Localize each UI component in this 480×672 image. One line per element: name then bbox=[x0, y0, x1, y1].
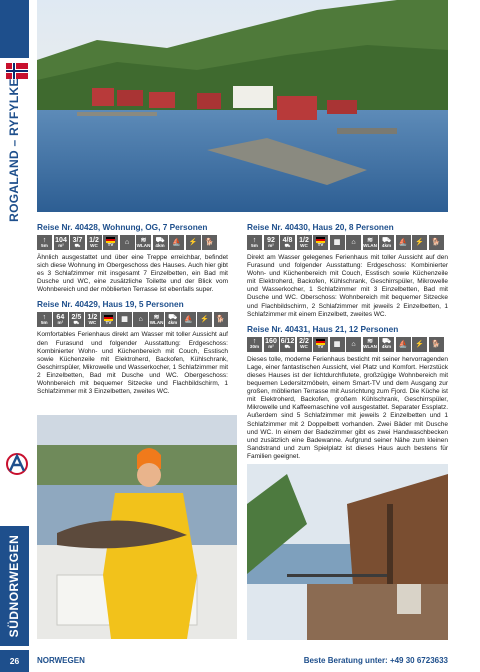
german-tv-icon: TV bbox=[313, 337, 328, 352]
footer-country: NORWEGEN bbox=[37, 656, 85, 665]
sidebar-top-bar bbox=[0, 0, 29, 58]
distance-water-icon: ↑ 5m bbox=[37, 235, 52, 250]
sidebar bbox=[0, 0, 29, 672]
distance-water-icon: ↑ 30m bbox=[247, 337, 262, 352]
dishwasher-icon: ⌂ bbox=[346, 337, 361, 352]
fishing-icon: ⚡ bbox=[412, 235, 427, 250]
boat-icon: ⛵ bbox=[396, 235, 411, 250]
listing-description: Dieses tolle, moderne Ferienhaus besticht mit seiner hervorragenden Lage, einer fantastischen Aussicht, viel Platz und Komfort. Herzstück dieses Hauses ist der lichtdurchflutete, großzügige Wohnbereich mit bequemen Ledersitzmöbeln, einem Smart-TV und dem Ausgang zur großen, möblierten Terrasse mit Ausrichtung zum Fjord. Die Küche ist mit Elektroherd, Backofen, großem Kühlschrank, Geschirrspüler, Mikrowelle und Kaffeemaschine voll ausgestattet. Separater Essplatz. Außerdem sind 5 Schlafzimmer mit jeweils 2 Einzelbetten und 1 Schlafzimmer mit 2 Doppelbett vorhanden. Zwei Bäder mit Dusche und WC. In einem der Badezimmer gibt es zwei Handwaschbecken und zusätzlich eine Badewanne. Aufgrund seiner Nähe zum kleinen Sandstrand und zum Spielplatz ist dieses Haus auch bestens für Familien geeignet. bbox=[247, 355, 448, 460]
footer bbox=[0, 650, 480, 672]
listing-40429 bbox=[37, 299, 228, 396]
left-column bbox=[37, 222, 228, 401]
shop-distance-icon: ⛟ 4km bbox=[153, 235, 168, 250]
dishwasher-icon: ⌂ bbox=[133, 312, 148, 327]
amenity-icons bbox=[247, 235, 448, 250]
shop-distance-icon: ⛟ 4km bbox=[379, 235, 394, 250]
bathrooms-icon: 2/2 WC bbox=[297, 337, 312, 352]
bathrooms-icon: 1/2 WC bbox=[297, 235, 312, 250]
german-tv-icon: TV bbox=[103, 235, 118, 250]
bathrooms-icon: 1/2 WC bbox=[87, 235, 102, 250]
bathrooms-icon: 1/2 WC bbox=[85, 312, 100, 327]
brand-logo-icon bbox=[5, 452, 29, 476]
fishing-icon: ⚡ bbox=[412, 337, 427, 352]
wifi-icon: ≋ WLAN bbox=[136, 235, 151, 250]
listing-40430 bbox=[247, 222, 448, 319]
pet-icon: 🐕 bbox=[214, 312, 229, 327]
footer-contact: Beste Beratung unter: +49 30 6723633 bbox=[303, 656, 448, 665]
german-tv-icon: TV bbox=[313, 235, 328, 250]
page-number: 26 bbox=[0, 650, 29, 672]
listing-description: Komfortables Ferienhaus direkt am Wasser mit toller Aussicht auf den Furasund und folgender Ausstattung: Erdgeschoss: Kombinierter Wohn- und Küchenbereich mit Couch, Esstisch sowie Küchenzeile mit Elektroherd, Backofen, Kühlschrank, Geschirrspüler, Mikrowelle und Wasserkocher, 1 Schlafzimmer mit 2 Einzelbetten, Bad mit Dusche und WC. Obergeschoss: Wohnbereich mit bequemer Sitzecke und Flachbildschirm, 1 Schlafzimmer mit 3 Einzelbetten, zweites WC. bbox=[37, 331, 228, 396]
area-icon: 160 m² bbox=[264, 337, 279, 352]
shop-distance-icon: ⛟ 4km bbox=[379, 337, 394, 352]
boat-icon: ⛵ bbox=[169, 235, 184, 250]
wifi-icon: ≋ WLAN bbox=[149, 312, 164, 327]
listing-title: Reise Nr. 40431, Haus 21, 12 Personen bbox=[247, 323, 399, 334]
bedrooms-icon: 6/12 ⛟ bbox=[280, 337, 295, 352]
right-column bbox=[247, 222, 448, 466]
area-icon: 92 m² bbox=[264, 235, 279, 250]
bedrooms-icon: 4/8 ⛟ bbox=[280, 235, 295, 250]
fishing-icon: ⚡ bbox=[186, 235, 201, 250]
pet-icon: 🐕 bbox=[429, 337, 444, 352]
washer-icon: ▦ bbox=[117, 312, 132, 327]
shop-distance-icon: ⛟ 4km bbox=[165, 312, 180, 327]
norway-flag-icon bbox=[6, 63, 28, 79]
listing-40428 bbox=[37, 222, 228, 294]
dishwasher-icon: ⌂ bbox=[120, 235, 135, 250]
boat-icon: ⛵ bbox=[181, 312, 196, 327]
amenity-icons bbox=[247, 337, 448, 352]
distance-water-icon: ↑ 5m bbox=[247, 235, 262, 250]
washer-icon: ▦ bbox=[330, 337, 345, 352]
wifi-icon: ≋ WLAN bbox=[363, 337, 378, 352]
distance-water-icon: ↑ 5m bbox=[37, 312, 52, 327]
listing-title: Reise Nr. 40429, Haus 19, 5 Personen bbox=[37, 299, 184, 310]
bedrooms-icon: 3/7 ⛟ bbox=[70, 235, 85, 250]
bedrooms-icon: 2/5 ⛟ bbox=[69, 312, 84, 327]
country-label: SÜDNORWEGEN bbox=[7, 534, 21, 638]
amenity-icons bbox=[37, 312, 228, 327]
listing-title: Reise Nr. 40428, Wohnung, OG, 7 Personen bbox=[37, 222, 208, 232]
fisherman-photo bbox=[37, 415, 237, 639]
harbour-photo bbox=[37, 0, 448, 212]
boat-icon: ⛵ bbox=[396, 337, 411, 352]
dishwasher-icon: ⌂ bbox=[346, 235, 361, 250]
listing-description: Ähnlich ausgestattet und über eine Treppe erreichbar, befindet sich diese Wohnung im Obergeschoss des Hauses. Auch hier gibt es 3 Schlafzimmer mit insgesamt 7 Einzelbetten, ein Bad mit Dusche und WC, eine zusätzliche Toilette und der Blick vom Wohnbereich und der möblierten Terrasse ist ebenfalls super. bbox=[37, 254, 228, 294]
pet-icon: 🐕 bbox=[429, 235, 444, 250]
listing-title: Reise Nr. 40430, Haus 20, 8 Personen bbox=[247, 222, 394, 232]
listing-description: Direkt am Wasser gelegenes Ferienhaus mit toller Aussicht auf den Furasund und folgender Ausstattung: Erdgeschoss: Kombinierter Wohn- und Küchenbereich mit Couch, Esstisch sowie Küchenzeile mit Elektroherd, Backofen, Kühlschrank, Geschirrspüler, Mikrowelle und Wasserkocher, 1 Schlafzimmer mit 3 Einzelbetten, Bad mit Dusche und WC. Oberschoss: Wohnbereich mit bequemer Sitzecke und Flachbildschirm, 2 Schlafzimmer mit jeweils 2 Einzelbetten, 1 Schlafzimmer mit einem Einzelbett, zweites WC. bbox=[247, 254, 448, 318]
amenity-icons bbox=[37, 235, 228, 250]
area-icon: 64 m² bbox=[53, 312, 68, 327]
terrace-photo bbox=[247, 464, 448, 640]
region-label: ROGALAND – RYFYLKE bbox=[7, 78, 21, 222]
fishing-icon: ⚡ bbox=[197, 312, 212, 327]
area-icon: 104 m² bbox=[54, 235, 69, 250]
pet-icon: 🐕 bbox=[202, 235, 217, 250]
washer-icon: ▦ bbox=[330, 235, 345, 250]
german-tv-icon: TV bbox=[101, 312, 116, 327]
listing-40431 bbox=[247, 324, 448, 461]
wifi-icon: ≋ WLAN bbox=[363, 235, 378, 250]
